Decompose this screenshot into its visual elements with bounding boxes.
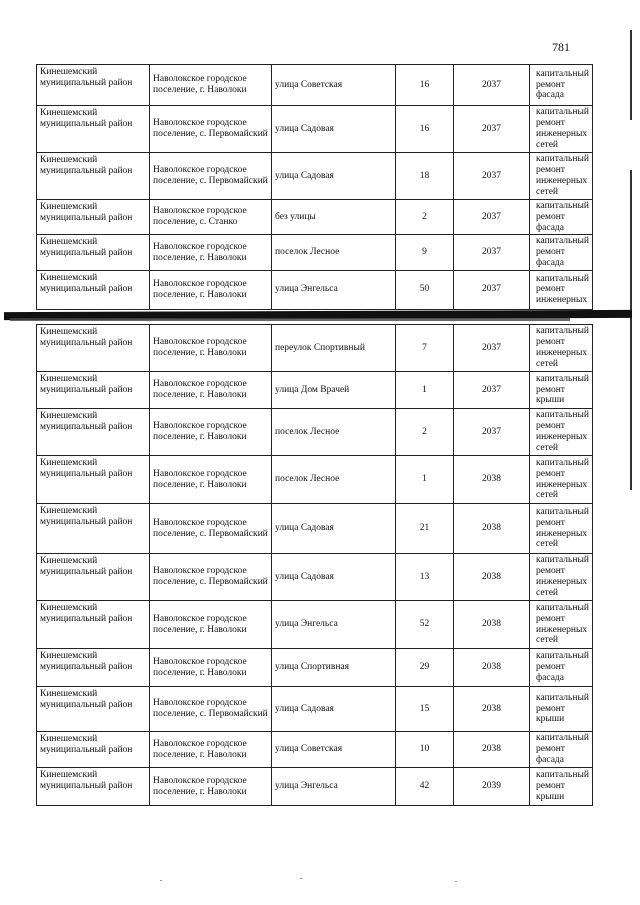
district-cell: Кинешемский муниципальный район (37, 554, 150, 601)
table-row (37, 409, 593, 456)
year-cell: 2037 (454, 153, 530, 200)
year-cell: 2037 (454, 409, 530, 456)
district-cell: Кинешемский муниципальный район (37, 270, 150, 309)
table-row (37, 649, 593, 687)
settlement-cell: Наволокское городское поселение, с. Первомайский (150, 504, 272, 554)
table-row (37, 768, 593, 806)
house-number-cell: 52 (396, 601, 454, 649)
scan-speck (160, 880, 162, 881)
house-number-cell: 21 (396, 504, 454, 554)
table-row (37, 504, 593, 554)
year-cell: 2038 (454, 554, 530, 601)
page-number: 781 (552, 40, 570, 54)
district-cell: Кинешемский муниципальный район (37, 65, 150, 106)
district-cell: Кинешемский муниципальный район (37, 200, 150, 235)
work-type-cell: капитальный ремонт фасада (530, 235, 593, 270)
settlement-cell: Наволокское городское поселение, с. Первомайский (150, 106, 272, 153)
settlement-cell: Наволокское городское поселение, г. Наволоки (150, 270, 272, 309)
settlement-cell: Наволокское городское поселение, с. Первомайский (150, 153, 272, 200)
street-cell: улица Садовая (272, 687, 396, 732)
street-cell: улица Садовая (272, 153, 396, 200)
street-cell: поселок Лесное (272, 456, 396, 504)
settlement-cell: Наволокское городское поселение, г. Наволоки (150, 732, 272, 768)
district-cell: Кинешемский муниципальный район (37, 649, 150, 687)
work-type-cell: капитальный ремонт крыши (530, 687, 593, 732)
table-row (37, 200, 593, 235)
table-row (37, 235, 593, 270)
district-cell: Кинешемский муниципальный район (37, 732, 150, 768)
work-type-cell: капитальный ремонт фасада (530, 65, 593, 106)
settlement-cell: Наволокское городское поселение, г. Наволоки (150, 649, 272, 687)
year-cell: 2037 (454, 200, 530, 235)
district-cell: Кинешемский муниципальный район (37, 456, 150, 504)
work-type-cell: капитальный ремонт инженерных сетей (530, 601, 593, 649)
work-type-cell: капитальный ремонт инженерных сетей (530, 504, 593, 554)
house-number-cell: 2 (396, 200, 454, 235)
table-row (37, 106, 593, 153)
house-number-cell: 1 (396, 372, 454, 409)
street-cell: улица Советская (272, 732, 396, 768)
year-cell: 2037 (454, 372, 530, 409)
work-type-cell: капитальный ремонт инженерных сетей (530, 456, 593, 504)
year-cell: 2038 (454, 504, 530, 554)
table-row (37, 372, 593, 409)
table-row (37, 325, 593, 372)
work-type-cell: капитальный ремонт инженерных сетей (530, 325, 593, 372)
year-cell: 2039 (454, 768, 530, 806)
settlement-cell: Наволокское городское поселение, г. Наволоки (150, 601, 272, 649)
district-cell: Кинешемский муниципальный район (37, 235, 150, 270)
work-type-cell: капитальный ремонт фасада (530, 200, 593, 235)
table-row (37, 732, 593, 768)
street-cell: поселок Лесное (272, 235, 396, 270)
settlement-cell: Наволокское городское поселение, с. Первомайский (150, 687, 272, 732)
table-row (37, 456, 593, 504)
house-number-cell: 50 (396, 270, 454, 309)
scan-speck (455, 881, 457, 882)
district-cell: Кинешемский муниципальный район (37, 325, 150, 372)
table-row (37, 153, 593, 200)
street-cell: улица Садовая (272, 504, 396, 554)
street-cell: улица Советская (272, 65, 396, 106)
work-type-cell: капитальный ремонт крыши (530, 372, 593, 409)
street-cell: улица Спортивная (272, 649, 396, 687)
work-type-cell: капитальный ремонт фасада (530, 732, 593, 768)
settlement-cell: Наволокское городское поселение, г. Наволоки (150, 768, 272, 806)
year-cell: 2037 (454, 270, 530, 309)
house-number-cell: 18 (396, 153, 454, 200)
table-row (37, 601, 593, 649)
settlement-cell: Наволокское городское поселение, г. Наволоки (150, 456, 272, 504)
district-cell: Кинешемский муниципальный район (37, 504, 150, 554)
street-cell: поселок Лесное (272, 409, 396, 456)
work-type-cell: капитальный ремонт инженерных сетей (530, 106, 593, 153)
year-cell: 2037 (454, 325, 530, 372)
house-number-cell: 13 (396, 554, 454, 601)
settlement-cell: Наволокское городское поселение, г. Наволоки (150, 372, 272, 409)
scan-speck (300, 878, 302, 879)
street-cell: без улицы (272, 200, 396, 235)
settlement-cell: Наволокское городское поселение, г. Наволоки (150, 65, 272, 106)
house-number-cell: 16 (396, 65, 454, 106)
repair-schedule-table-top (36, 64, 593, 310)
work-type-cell: капитальный ремонт инженерных (530, 270, 593, 309)
district-cell: Кинешемский муниципальный район (37, 409, 150, 456)
house-number-cell: 16 (396, 106, 454, 153)
year-cell: 2038 (454, 732, 530, 768)
year-cell: 2037 (454, 106, 530, 153)
settlement-cell: Наволокское городское поселение, г. Наволоки (150, 325, 272, 372)
house-number-cell: 10 (396, 732, 454, 768)
work-type-cell: капитальный ремонт инженерных сетей (530, 409, 593, 456)
table-row (37, 554, 593, 601)
year-cell: 2038 (454, 601, 530, 649)
work-type-cell: капитальный ремонт фасада (530, 649, 593, 687)
district-cell: Кинешемский муниципальный район (37, 372, 150, 409)
work-type-cell: капитальный ремонт крыши (530, 768, 593, 806)
year-cell: 2038 (454, 456, 530, 504)
district-cell: Кинешемский муниципальный район (37, 687, 150, 732)
street-cell: улица Садовая (272, 106, 396, 153)
scan-edge-mark (630, 170, 632, 490)
settlement-cell: Наволокское городское поселение, г. Наволоки (150, 235, 272, 270)
street-cell: улица Энгельса (272, 601, 396, 649)
district-cell: Кинешемский муниципальный район (37, 106, 150, 153)
district-cell: Кинешемский муниципальный район (37, 601, 150, 649)
street-cell: улица Садовая (272, 554, 396, 601)
street-cell: улица Энгельса (272, 768, 396, 806)
work-type-cell: капитальный ремонт инженерных сетей (530, 554, 593, 601)
year-cell: 2038 (454, 649, 530, 687)
scan-edge-mark (630, 30, 632, 120)
table-row (37, 687, 593, 732)
repair-schedule-table-bottom (36, 324, 593, 806)
street-cell: улица Дом Врачей (272, 372, 396, 409)
settlement-cell: Наволокское городское поселение, с. Первомайский (150, 554, 272, 601)
table-row (37, 65, 593, 106)
work-type-cell: капитальный ремонт инженерных сетей (530, 153, 593, 200)
settlement-cell: Наволокское городское поселение, с. Станко (150, 200, 272, 235)
house-number-cell: 7 (396, 325, 454, 372)
house-number-cell: 9 (396, 235, 454, 270)
district-cell: Кинешемский муниципальный район (37, 768, 150, 806)
house-number-cell: 1 (396, 456, 454, 504)
street-cell: улица Энгельса (272, 270, 396, 309)
table-row (37, 270, 593, 309)
house-number-cell: 15 (396, 687, 454, 732)
year-cell: 2037 (454, 65, 530, 106)
year-cell: 2038 (454, 687, 530, 732)
street-cell: переулок Спортивный (272, 325, 396, 372)
house-number-cell: 42 (396, 768, 454, 806)
house-number-cell: 29 (396, 649, 454, 687)
scan-artifact-bar (10, 318, 570, 321)
house-number-cell: 2 (396, 409, 454, 456)
settlement-cell: Наволокское городское поселение, г. Наволоки (150, 409, 272, 456)
district-cell: Кинешемский муниципальный район (37, 153, 150, 200)
year-cell: 2037 (454, 235, 530, 270)
